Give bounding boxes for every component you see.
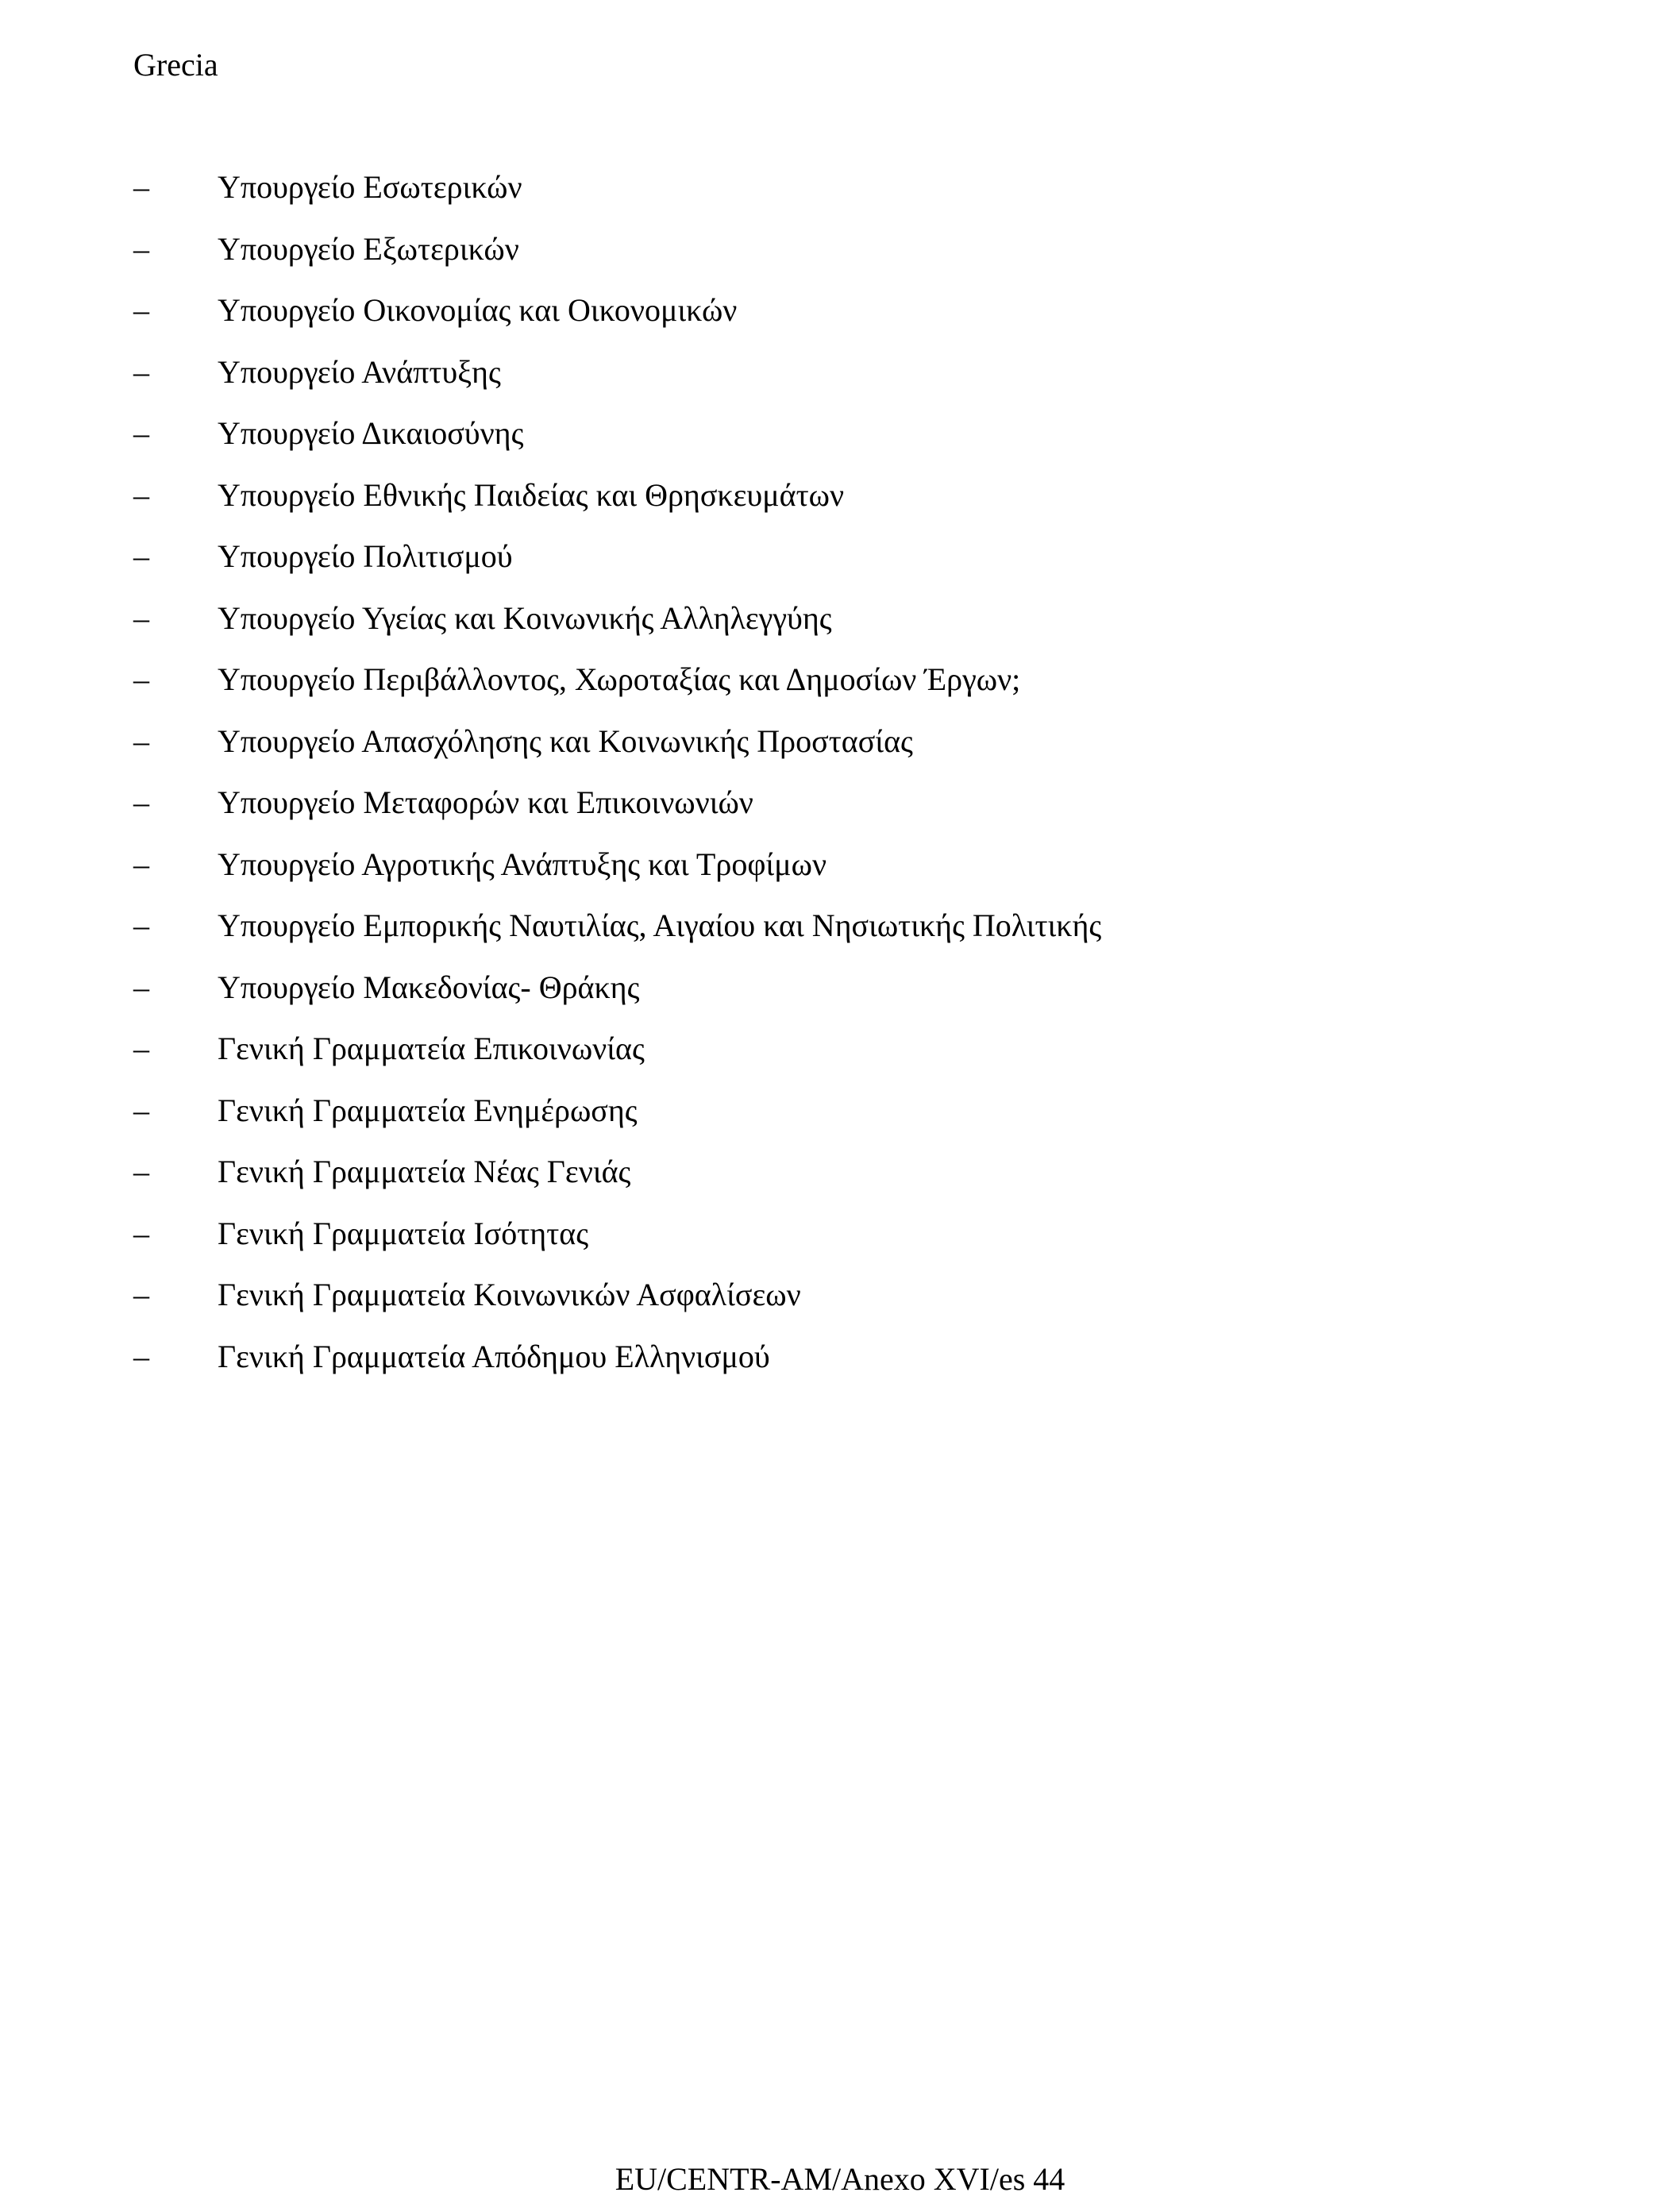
list-item: [133, 964, 1101, 1026]
list-item: [133, 533, 1101, 595]
list-item-text: Υπουργείο Οικονομίας και Οικονομικών: [218, 292, 738, 328]
list-item-text: Γενική Γραμματεία Ισότητας: [218, 1215, 589, 1251]
list-item: [133, 841, 1101, 903]
list-item: [133, 1210, 1101, 1272]
list-dash: –: [133, 661, 149, 697]
list-dash: –: [133, 476, 149, 513]
list-item-text: Υπουργείο Πολιτισμού: [218, 538, 513, 574]
list-dash: –: [133, 353, 149, 390]
list-dash: –: [133, 292, 149, 328]
list-item-text: Γενική Γραμματεία Επικοινωνίας: [218, 1031, 645, 1066]
ministry-list: [133, 164, 1101, 1394]
page-footer-reference: EU/CENTR-AM/Anexo XVI/es 44: [615, 2161, 1065, 2197]
list-dash: –: [133, 722, 149, 759]
list-item-text: Γενική Γραμματεία Νέας Γενιάς: [218, 1154, 631, 1189]
list-dash: –: [133, 1277, 149, 1312]
list-dash: –: [133, 784, 149, 820]
list-dash: –: [133, 599, 149, 636]
list-item: [133, 410, 1101, 472]
list-dash: –: [133, 907, 149, 943]
list-item: [133, 718, 1101, 780]
list-item: [133, 1271, 1101, 1333]
list-item-text: Υπουργείο Αγροτικής Ανάπτυξης και Τροφίμων: [218, 846, 827, 882]
list-item-text: Υπουργείο Δικαιοσύνης: [218, 415, 524, 451]
list-dash: –: [133, 1154, 149, 1189]
list-item: [133, 1025, 1101, 1087]
list-dash: –: [133, 538, 149, 574]
list-item: [133, 287, 1101, 349]
list-dash: –: [133, 230, 149, 267]
list-item-text: Υπουργείο Μακεδονίας- Θράκης: [218, 969, 640, 1005]
list-dash: –: [133, 1338, 149, 1374]
list-item-text: Υπουργείο Εξωτερικών: [218, 230, 519, 267]
list-item-text: Υπουργείο Εθνικής Παιδείας και Θρησκευμάτων: [218, 476, 845, 513]
list-item-text: Υπουργείο Περιβάλλοντος, Χωροταξίας και Δημοσίων Έργων;: [218, 661, 1021, 697]
list-item: [133, 1333, 1101, 1395]
list-item-text: Υπουργείο Ανάπτυξης: [218, 353, 501, 390]
list-item: [133, 1148, 1101, 1210]
list-item: [133, 595, 1101, 657]
list-item: [133, 779, 1101, 841]
list-item: [133, 902, 1101, 964]
list-dash: –: [133, 1031, 149, 1066]
list-item-text: Υπουργείο Εσωτερικών: [218, 169, 522, 205]
list-dash: –: [133, 1092, 149, 1128]
list-dash: –: [133, 846, 149, 882]
list-dash: –: [133, 969, 149, 1005]
list-item-text: Υπουργείο Εμπορικής Ναυτιλίας, Αιγαίου και Νησιωτικής Πολιτικής: [218, 907, 1102, 943]
list-item-text: Γενική Γραμματεία Κοινωνικών Ασφαλίσεων: [218, 1277, 801, 1312]
list-item-text: Υπουργείο Υγείας και Κοινωνικής Αλληλεγγύης: [218, 599, 832, 636]
list-item: [133, 1087, 1101, 1149]
list-dash: –: [133, 169, 149, 205]
list-item: [133, 164, 1101, 225]
list-item: [133, 472, 1101, 534]
list-dash: –: [133, 1215, 149, 1251]
list-dash: –: [133, 415, 149, 451]
list-item-text: Υπουργείο Μεταφορών και Επικοινωνιών: [218, 784, 753, 820]
country-heading: Grecia: [133, 47, 218, 83]
list-item-text: Υπουργείο Απασχόλησης και Κοινωνικής Προστασίας: [218, 722, 913, 759]
list-item: [133, 349, 1101, 410]
list-item: [133, 656, 1101, 718]
list-item-text: Γενική Γραμματεία Απόδημου Ελληνισμού: [218, 1338, 770, 1374]
list-item-text: Γενική Γραμματεία Ενημέρωσης: [218, 1092, 638, 1128]
list-item: [133, 225, 1101, 287]
